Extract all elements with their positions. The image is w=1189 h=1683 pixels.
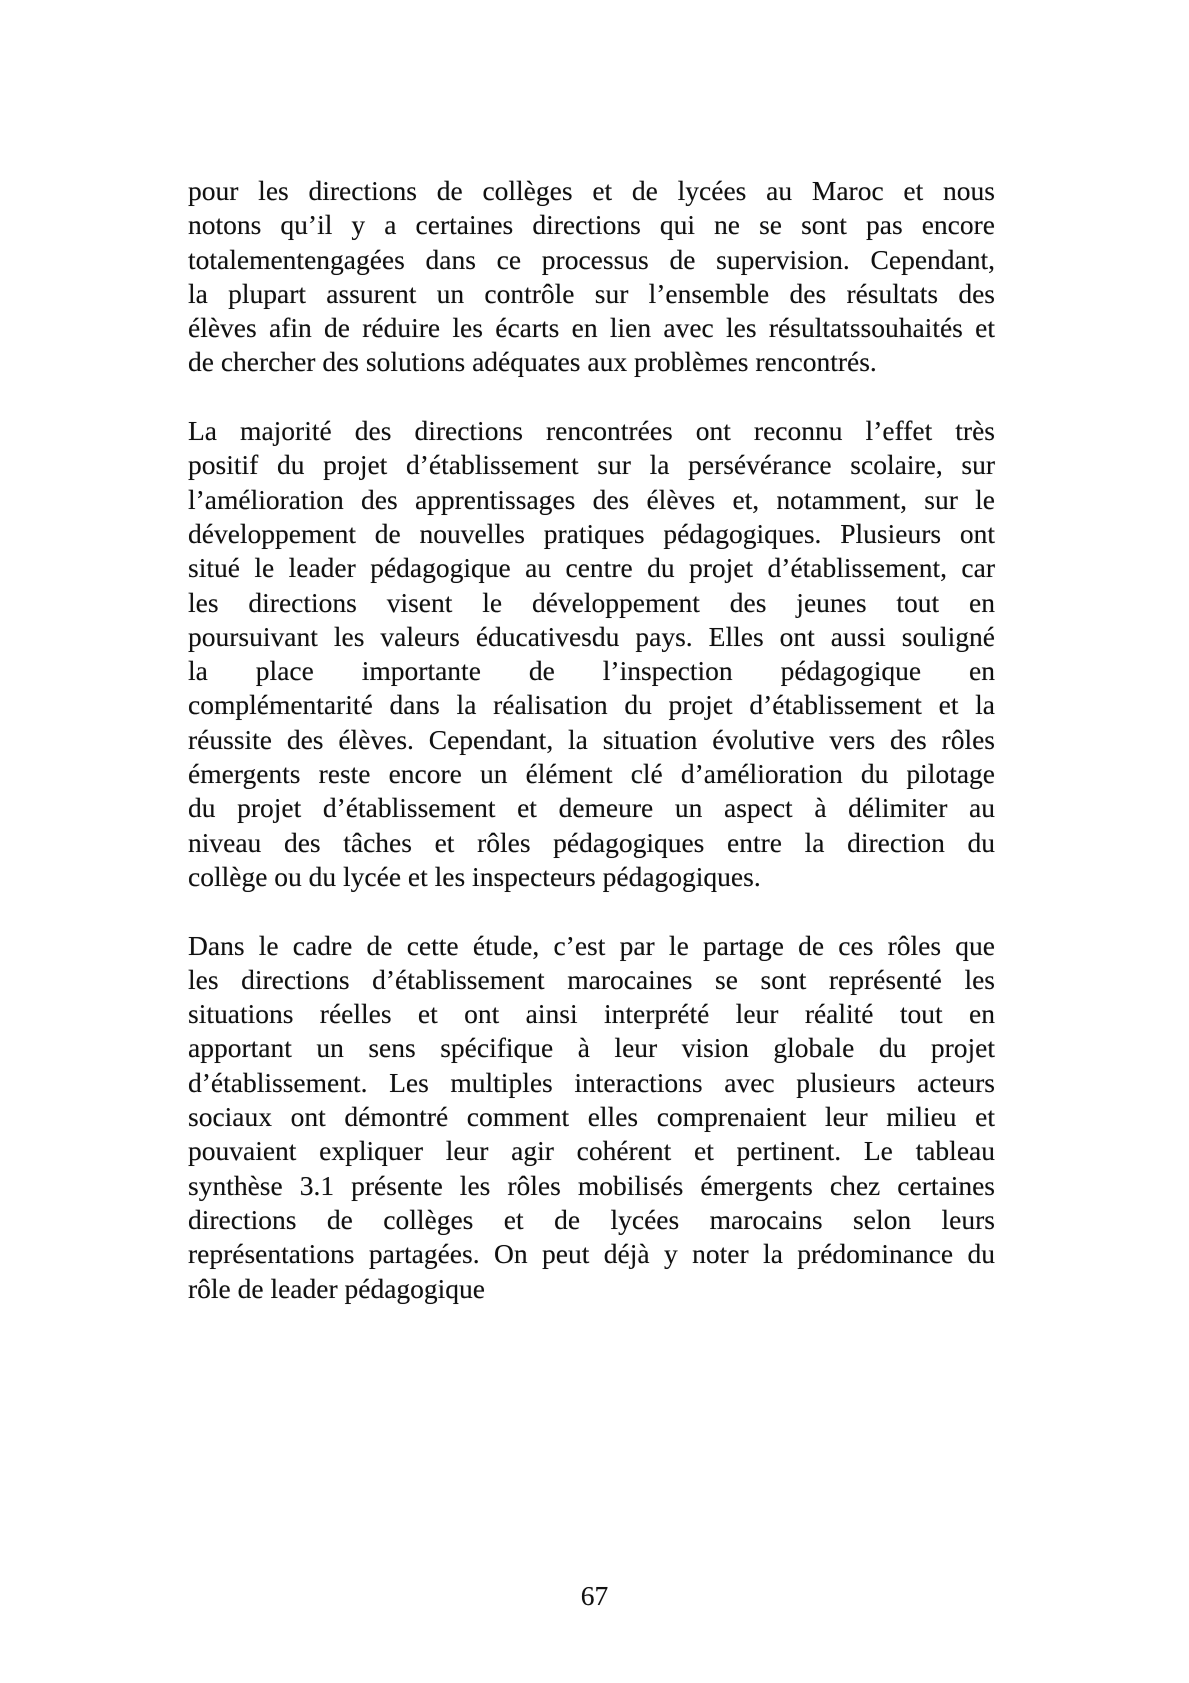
text-line: l’amélioration des apprentissages des élèves et, notamment, sur le	[188, 483, 995, 515]
text-line: élèves afin de réduire les écarts en lien avec les résultatssouhaités et	[188, 312, 995, 344]
paragraph	[188, 929, 995, 1306]
text-line: rôle de leader pédagogique	[188, 1272, 486, 1304]
text-line: notons qu’il y a certaines directions qui ne se sont pas encore	[188, 209, 995, 241]
text-line: pouvaient expliquer leur agir cohérent et pertinent. Le tableau	[188, 1135, 995, 1167]
text-line: situé le leader pédagogique au centre du projet d’établissement, car	[188, 552, 995, 584]
text-line: de chercher des solutions adéquates aux problèmes rencontrés.	[188, 346, 877, 378]
text-line: situations réelles et ont ainsi interprété leur réalité tout en	[188, 998, 995, 1030]
text-line: positif du projet d’établissement sur la persévérance scolaire, sur	[188, 449, 995, 481]
text-line: la plupart assurent un contrôle sur l’ensemble des résultats des	[188, 277, 995, 309]
text-line: Dans le cadre de cette étude, c’est par le partage de ces rôles que	[188, 929, 995, 961]
text-line: développement de nouvelles pratiques pédagogiques. Plusieurs ont	[188, 517, 995, 549]
text-line: poursuivant les valeurs éducativesdu pays. Elles ont aussi souligné	[188, 620, 995, 652]
text-line: La majorité des directions rencontrées ont reconnu l’effet très	[188, 415, 995, 447]
text-line: les directions visent le développement des jeunes tout en	[188, 586, 995, 618]
text-line: réussite des élèves. Cependant, la situation évolutive vers des rôles	[188, 723, 995, 755]
paragraph	[188, 174, 995, 380]
body-text	[188, 174, 995, 1340]
text-line: représentations partagées. On peut déjà y noter la prédominance du	[188, 1238, 995, 1270]
text-line: sociaux ont démontré comment elles comprenaient leur milieu et	[188, 1101, 995, 1133]
text-line: pour les directions de collèges et de lycées au Maroc et nous	[188, 175, 995, 206]
text-line: synthèse 3.1 présente les rôles mobilisés émergents chez certaines	[188, 1169, 995, 1201]
page-number: 67	[580, 1580, 609, 1611]
text-line: totalementengagées dans ce processus de supervision. Cependant,	[188, 243, 995, 275]
text-line: complémentarité dans la réalisation du projet d’établissement et la	[188, 689, 995, 721]
text-line: d’établissement. Les multiples interactions avec plusieurs acteurs	[188, 1066, 995, 1098]
text-line: collège ou du lycée et les inspecteurs pédagogiques.	[188, 860, 761, 892]
text-line: directions de collèges et de lycées marocains selon leurs	[188, 1203, 995, 1235]
text-line: apportant un sens spécifique à leur vision globale du projet	[188, 1032, 995, 1064]
text-line: la place importante de l’inspection pédagogique en	[188, 655, 995, 687]
text-line: émergents reste encore un élément clé d’amélioration du pilotage	[188, 758, 995, 790]
text-line: niveau des tâches et rôles pédagogiques entre la direction du	[188, 826, 995, 858]
paragraph	[188, 414, 995, 894]
text-line: les directions d’établissement marocaines se sont représenté les	[188, 963, 995, 995]
text-line: du projet d’établissement et demeure un aspect à délimiter au	[188, 792, 995, 824]
